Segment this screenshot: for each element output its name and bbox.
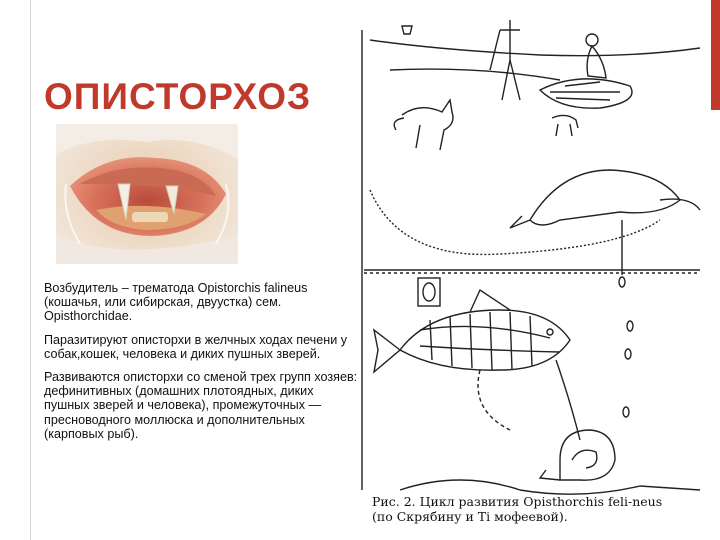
slide-title: ОПИСТОРХОЗ bbox=[44, 76, 312, 117]
cat-mouth-photo bbox=[56, 124, 238, 264]
paragraph-pathogen: Возбудитель – трематода Opistorchis falineus (кошачья, или сибирская, двуустка) сем. Opisthorchidae. bbox=[44, 281, 308, 324]
life-cycle-drawing bbox=[360, 20, 705, 540]
slide-left-rule bbox=[30, 0, 31, 540]
paragraph-development: Развиваются описторхи со сменой трех групп хозяев: дефинитивных (домашних плотоядных, диких пушных зверей и человека), промежуточных — пресноводного моллюска и дополнительных (карповых рыб). bbox=[44, 370, 358, 441]
paragraph-hosts: Паразитируют описторхи в желчных ходах печени у собак,кошек, человека и диких пушных зверей. bbox=[44, 332, 348, 361]
figure-caption: Рис. 2. Цикл развития Opisthorchis feli-neus (по Скрябину и Тi мофеевой). bbox=[372, 494, 663, 524]
accent-bar bbox=[711, 0, 720, 110]
slide-body bbox=[44, 281, 360, 450]
